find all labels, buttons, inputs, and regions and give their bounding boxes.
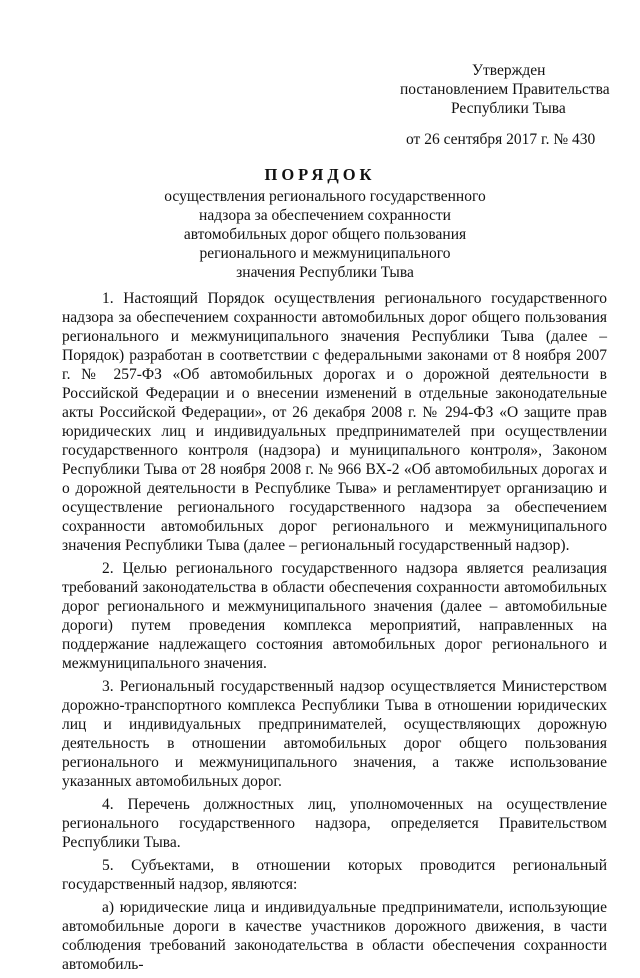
approval-block — [370, 61, 610, 149]
subtitle-line: регионального и межмуниципального — [199, 245, 451, 262]
paragraph-5a: а) юридические лица и индивидуальные предприниматели, использующие автомобильные дороги в качестве участников дорожного движения, в части соблюдения требований законодательства в области обеспечения сохранности автомобиль- — [62, 899, 607, 973]
subtitle-line: надзора за обеспечением сохранности — [199, 207, 451, 224]
document-subtitle — [160, 187, 490, 282]
approval-line-republic: Республики Тыва — [451, 100, 566, 117]
paragraph-4: 4. Перечень должностных лиц, уполномоченных на осуществление регионального государственного надзора, определяется Правительством Республики Тыва. — [62, 796, 607, 851]
subtitle-line: осуществления регионального государственного — [164, 188, 486, 205]
paragraph-1: 1. Настоящий Порядок осуществления регионального государственного надзора за обеспечением сохранности автомобильных дорог общего пользования регионального и межмуниципального значения Республики Тыва (далее – Порядок) разработан в соответствии с федеральными законами от 8 ноября 2007 г. № 257-ФЗ «Об автомобильных дорогах и о дорожной деятельности в Российской Федерации и о внесении изменений в отдельные законодательные акты Российской Федерации», от 26 декабря 2008 г. № 294-ФЗ «О защите прав юридических лиц и индивидуальных предпринимателей при осуществлении государственного контроля (надзора) и муниципального контроля», Законом Республики Тыва от 28 ноября 2008 г. № 966 ВХ-2 «Об автомобильных дорогах и о дорожной деятельности в Республике Тыва» и регламентирует организацию и осуществление регионального государственного надзора за обеспечением сохранности автомобильных дорог регионального и межмуниципального значения Республики Тыва (далее – региональный государственный надзор). — [62, 290, 607, 554]
document-body — [62, 289, 607, 978]
document-title: ПОРЯДОК — [264, 165, 376, 184]
subtitle-line: автомобильных дорог общего пользования — [183, 226, 467, 243]
approval-line-approved: Утвержден — [472, 62, 546, 79]
approval-line-resolution: постановлением Правительства — [400, 81, 610, 98]
paragraph-3: 3. Региональный государственный надзор осуществляется Министерством дорожно-транспортного комплекса Республики Тыва в отношении юридических лиц и индивидуальных предпринимателей, осуществляющих дорожную деятельность в отношении автомобильных дорог общего пользования регионального и межмуниципального значения, а также использование указанных автомобильных дорог. — [62, 678, 607, 790]
paragraph-5: 5. Субъектами, в отношении которых проводится региональный государственный надзор, являются: — [62, 857, 607, 893]
subtitle-line: значения Республики Тыва — [236, 264, 414, 281]
approval-line-date-number: от 26 сентября 2017 г. № 430 — [406, 131, 596, 148]
paragraph-2: 2. Целью регионального государственного надзора является реализация требований законодательства в области обеспечения сохранности автомобильных дорог регионального и межмуниципального значения (далее – автомобильные дороги) путем проведения комплекса мероприятий, направленных на поддержание надлежащего состояния автомобильных дорог регионального и межмуниципального значения. — [62, 560, 607, 672]
